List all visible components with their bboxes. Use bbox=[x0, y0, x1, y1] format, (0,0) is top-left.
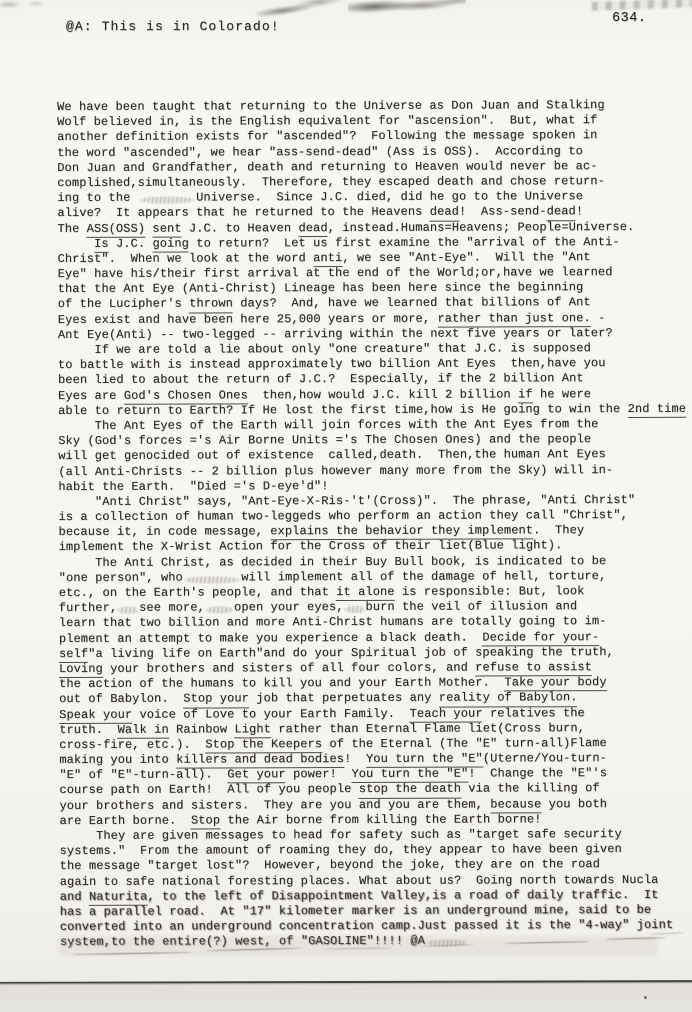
text-segment: ! Change the "E"'s bbox=[468, 766, 608, 781]
text-segment: , we see "Ant-Eye". Will the "Ant bbox=[342, 250, 591, 265]
text-segment: Wolf believed in, is the English equivalent for "ascension". But, what if bbox=[57, 113, 598, 130]
text-segment: voice of Love to your Earth Family. bbox=[132, 706, 410, 722]
text-segment: rather than Eternal Flame liet(Cross burn, bbox=[270, 720, 585, 736]
text-segment: habit the Earth. "Died ='s D-eye'd"! bbox=[58, 478, 329, 494]
text-segment: Loving bbox=[59, 662, 103, 678]
text-segment: your brothers and sisters. They are you and you are them, bbox=[59, 797, 491, 813]
text-segment: and bbox=[59, 889, 90, 904]
text-segment: the action of the humans to kill you and your Earth Mother. bbox=[59, 675, 505, 692]
text-line bbox=[57, 128, 692, 145]
text-segment: "one person", who bbox=[58, 570, 183, 585]
text-segment: to return? Let us first examine the "arrival of the Anti- bbox=[188, 234, 620, 251]
text-segment: "a living life on Earth"and do your Spiritual job of speaking the truth, bbox=[88, 644, 614, 661]
text-segment: Take your body bbox=[504, 675, 606, 692]
text-segment: killers and dead bodies bbox=[176, 752, 344, 769]
text-segment: making you into bbox=[59, 752, 177, 768]
text-segment: thrown bbox=[189, 297, 233, 313]
text-segment: going bbox=[152, 236, 189, 252]
text-line bbox=[58, 326, 692, 343]
text-segment: explains the behavior they implement bbox=[270, 524, 533, 541]
text-line bbox=[58, 356, 692, 373]
paragraph bbox=[58, 493, 692, 556]
scribble-mark bbox=[183, 570, 241, 585]
text-segment: another definition exists for "ascended"? Following the message spoken in bbox=[57, 128, 598, 145]
text-segment: will get genocided out of existence called,death. Then,the human Ant Eyes bbox=[58, 447, 606, 464]
text-segment: - bbox=[590, 310, 606, 325]
text-segment: self bbox=[59, 647, 88, 663]
text-segment: "E" of "E"-turn-all). bbox=[59, 767, 228, 783]
paragraph bbox=[58, 341, 692, 419]
text-segment: will implement all of the damage of hell, torture, bbox=[241, 568, 607, 585]
scan-smudge-top-center-2 bbox=[348, 0, 467, 15]
text-segment: of the Eternal (The "E" turn-all)Flame bbox=[322, 735, 607, 751]
text-segment: , to the left of Disappointment Valley,is a road of daily traffic. It bbox=[147, 887, 659, 904]
text-line bbox=[59, 675, 692, 692]
text-segment: system,to the entire(?) west, of "GASOLINE"!!!! @A bbox=[59, 934, 426, 950]
scribble-mark bbox=[138, 191, 196, 206]
text-segment: refuse to assist bbox=[475, 660, 592, 677]
text-line bbox=[58, 265, 692, 282]
text-segment: Universe. Since J.C. died, did he go to the Universe bbox=[196, 189, 584, 205]
text-segment: Sky (God's forces ='s Air Borne Units ='s The Chosen Ones) and the people bbox=[58, 432, 592, 449]
text-segment: Stop bbox=[191, 813, 220, 829]
text-segment: it alone bbox=[336, 585, 394, 601]
text-segment: J.C. to Heaven bbox=[181, 220, 299, 236]
text-segment: Christ". When we look at the word bbox=[57, 250, 314, 266]
text-segment: You turn the "E" bbox=[351, 767, 468, 784]
text-segment: The Anti Christ, as decided in their Buy Bull book, is indicated to be bbox=[58, 553, 607, 570]
text-segment: "Anti Christ" says, "Ant-Eye-X-Ris-'t'(Cross)". The phrase, "Anti Christ" bbox=[58, 492, 636, 509]
text-segment: see more, bbox=[139, 600, 205, 615]
text-segment: Walk in bbox=[118, 722, 169, 738]
scan-below-edge-area bbox=[0, 983, 692, 1012]
text-segment: If we are told a lie about only "one creature" that J.C. is supposed bbox=[57, 341, 591, 357]
text-segment: Naturita bbox=[89, 889, 147, 905]
text-segment: You turn the "E" bbox=[366, 752, 483, 769]
text-segment: Rainbow bbox=[168, 722, 235, 737]
text-segment: (Uterne/You-turn- bbox=[482, 751, 607, 766]
text-segment: the word "ascended", we hear "ass-send-dead" (Ass is OSS). According to bbox=[57, 143, 583, 160]
scan-streak bbox=[72, 952, 192, 955]
text-segment: Teach your bbox=[410, 706, 483, 722]
text-segment: Stop your bbox=[183, 692, 249, 708]
text-segment: Decide for your- bbox=[482, 630, 599, 647]
text-segment: systems." From the amount of roaming they do, they appear to have been given bbox=[59, 842, 622, 859]
text-segment: Light bbox=[234, 722, 271, 738]
scribble-mark bbox=[205, 601, 234, 616]
text-segment: Speak your bbox=[59, 707, 132, 723]
text-segment: ASS(OSS) bbox=[87, 221, 145, 237]
text-segment: ! bbox=[575, 204, 584, 219]
text-segment: sent bbox=[152, 221, 181, 237]
scan-smudge-top-center-1 bbox=[256, 0, 345, 19]
text-segment: stop the death bbox=[359, 782, 461, 799]
text-segment: truth. bbox=[59, 722, 118, 737]
text-segment: of the Lucipher's bbox=[57, 296, 190, 312]
text-segment: Eyes exist and have been here 25,000 years or more, bbox=[57, 311, 438, 327]
text-segment: . They bbox=[533, 523, 585, 538]
text-segment: Get your bbox=[227, 767, 285, 783]
scribble-mark bbox=[425, 934, 469, 949]
scan-edge-line bbox=[0, 980, 692, 984]
text-segment: plement an attempt to make you experience a black death. bbox=[58, 630, 483, 646]
text-segment: has a parallel road. At "17" kilometer marker is an underground mine, said to be bbox=[59, 902, 652, 919]
text-segment: The bbox=[57, 221, 87, 236]
text-segment: is responsible: But, look bbox=[394, 584, 585, 599]
text-segment: course path on Earth! All of you people bbox=[59, 782, 359, 798]
text-segment: that the Ant Eye (Anti-Christ) Lineage has been here since the beginning bbox=[57, 280, 584, 297]
text-segment: the message "target lost"? However, beyond the joke, they are on the road bbox=[59, 857, 600, 874]
text-segment: Eye" have his/their first arrival at the end of the World;or,have we learned bbox=[57, 265, 613, 282]
scan-dot-bottom-right bbox=[644, 996, 647, 999]
text-segment: are Earth borne. bbox=[59, 813, 191, 828]
text-segment: learn that two billion and more Anti-Christ humans are totally going to im- bbox=[58, 614, 607, 631]
text-line bbox=[58, 508, 692, 525]
text-line bbox=[57, 234, 692, 251]
text-segment: rather than just one. bbox=[437, 311, 590, 328]
text-segment: to battle with is instead approximately two billion Ant Eyes then,have you bbox=[57, 356, 606, 373]
text-segment: ing to the bbox=[57, 190, 138, 206]
text-segment: ! Ass-send- bbox=[458, 204, 547, 219]
text-segment: is a collection of human two-leggeds who perform an action they call "Christ", bbox=[58, 508, 628, 525]
scribble-mark bbox=[344, 600, 366, 615]
text-segment: dead bbox=[430, 205, 459, 221]
text-segment: (all Anti-Christs -- 2 billion plus however many more from the Sky) will in- bbox=[58, 462, 614, 479]
text-segment: They are given messages to head for safety such as "target safe security bbox=[59, 827, 622, 843]
scan-smudge-top-left bbox=[0, 0, 48, 9]
text-segment: he were bbox=[532, 386, 592, 401]
text-segment: if bbox=[518, 387, 533, 403]
text-segment: the Air borne from killing the Earth borne! bbox=[220, 812, 542, 828]
text-line bbox=[58, 462, 692, 479]
text-segment: further, bbox=[58, 600, 118, 616]
text-segment: Eyes are bbox=[58, 388, 124, 403]
text-segment: We have been taught that returning to the Universe as Don Juan and Stalking bbox=[57, 98, 605, 114]
text-segment: J.C. bbox=[108, 236, 153, 251]
paragraph bbox=[57, 98, 692, 237]
text-segment bbox=[57, 237, 94, 252]
text-segment: implement the X-Wrist Action for the Cross of their liet(Blue light). bbox=[58, 538, 563, 555]
text-segment: job that perpetuates any bbox=[248, 690, 439, 706]
text-line bbox=[59, 569, 692, 586]
text-segment: then,how would J.C. kill 2 billion bbox=[247, 386, 519, 402]
text-segment: reality of Babylon. bbox=[439, 690, 578, 707]
text-segment: out of Babylon. bbox=[59, 691, 184, 707]
text-segment: The Ant Eyes of the Earth will join forces with the Ant Eyes from the bbox=[58, 417, 599, 433]
text-segment: days? And, have we learned that billions of Ant bbox=[232, 295, 591, 311]
text-line bbox=[57, 174, 692, 191]
text-segment: converted into an underground concentration camp.Just passed it is the "4-way" joint bbox=[59, 917, 674, 935]
scribble-mark bbox=[117, 601, 139, 616]
text-segment: your brothers and sisters of all four colors, and bbox=[102, 660, 476, 676]
text-segment: 2nd time bbox=[628, 402, 686, 418]
text-segment: open your eyes, bbox=[234, 600, 344, 615]
paragraph bbox=[58, 417, 692, 495]
text-segment: cross-fire, etc.). bbox=[59, 737, 206, 752]
text-segment: etc., on the Earth's people, and that bbox=[58, 585, 337, 600]
scan-smudge-top-right bbox=[592, 0, 692, 11]
text-segment: Ant Eye(Anti) -- two-legged -- arriving within the next five years or later? bbox=[57, 325, 613, 342]
text-line bbox=[59, 645, 692, 662]
text-segment: ! bbox=[344, 751, 366, 767]
text-line bbox=[58, 417, 692, 434]
header-note: @A: This is in Colorado! bbox=[66, 19, 280, 34]
text-segment: you both bbox=[541, 796, 608, 811]
text-segment: relatives the bbox=[482, 705, 585, 721]
text-segment: burn the veil of illusion and bbox=[365, 599, 578, 615]
text-segment: because it, in code message, bbox=[58, 524, 271, 540]
text-segment: , instead.Humans=Heavens; People=Universe. bbox=[327, 219, 635, 235]
text-segment: anti bbox=[313, 251, 342, 267]
text-segment: dead bbox=[547, 205, 576, 221]
text-segment: complished,simultaneously. Therefore, they escaped death and chose return- bbox=[57, 174, 605, 190]
text-segment: power! bbox=[285, 767, 352, 782]
text-line bbox=[60, 933, 692, 950]
typewritten-text bbox=[57, 98, 692, 951]
text-segment: Don Juan and Grandfather, death and returning to Heaven would never be ac- bbox=[57, 158, 598, 175]
text-segment: via the killing of bbox=[460, 781, 600, 797]
page-number: 634. bbox=[612, 11, 647, 26]
text-segment bbox=[145, 221, 152, 236]
text-line bbox=[59, 796, 692, 813]
text-segment: dead bbox=[298, 221, 327, 237]
paragraph bbox=[57, 234, 692, 343]
text-segment: alive? It appears that he returned to the Heavens bbox=[57, 205, 430, 221]
text-segment: been lied to about the return of J.C.? Especially, if the 2 billion Ant bbox=[57, 371, 584, 388]
text-segment: able to return to Earth? If He lost the first time,how is He going to win the bbox=[58, 401, 628, 418]
text-segment: God's Chosen Ones bbox=[124, 388, 248, 405]
text-segment: Stop the Keepers bbox=[205, 737, 322, 754]
paragraph bbox=[59, 553, 692, 829]
text-segment: Is bbox=[94, 237, 109, 253]
text-segment: because bbox=[490, 797, 541, 813]
text-segment: again to safe national foresting places. What about us? Going north towards Nucla bbox=[59, 872, 659, 889]
paragraph bbox=[60, 827, 692, 951]
